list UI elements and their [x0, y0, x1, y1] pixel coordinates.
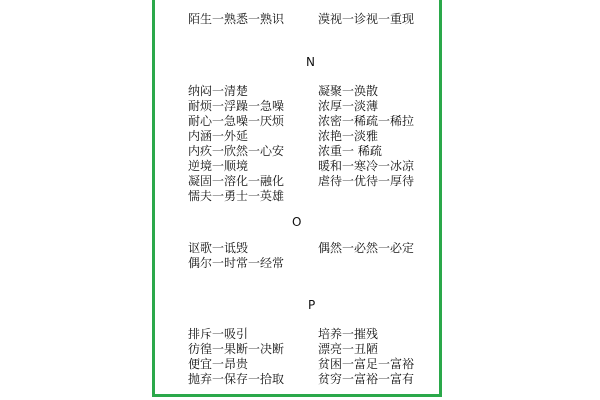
word-pair-line: 陌生一熟悉一熟识 — [188, 12, 285, 26]
word-pair-line: 纳闷一清楚 — [188, 84, 249, 98]
word-pair-line: 彷徨一果断一决断 — [188, 342, 285, 356]
n-left-column — [188, 84, 284, 204]
word-pair-line: 贫穷一富裕一富有 — [318, 372, 415, 386]
word-pair-line: 偶尔一时常一经常 — [188, 256, 285, 270]
word-pair-line: 耐烦一浮躁一急噪 — [188, 99, 285, 113]
word-pair-line: 凝固一溶化一融化 — [188, 174, 285, 188]
word-pair-line: 漠视一诊视一重现 — [318, 12, 415, 26]
word-pair-line: 偶然一必然一必定 — [318, 241, 415, 255]
top-right-column — [318, 12, 414, 27]
word-pair-line: 便宜一昂贵 — [188, 357, 249, 371]
word-pair-line: 排斥一吸引 — [188, 327, 249, 341]
p-right-column — [318, 327, 414, 387]
section-letter-o: O — [292, 215, 302, 229]
word-pair-line: 抛弃一保存一拾取 — [188, 372, 285, 386]
word-pair-line: 讴歌一诋毁 — [188, 241, 249, 255]
word-pair-line: 内疚一欣然一心安 — [188, 144, 285, 158]
word-pair-line: 漂亮一丑陋 — [318, 342, 379, 356]
n-right-column — [318, 84, 414, 189]
word-pair-line: 浓艳一淡雅 — [318, 129, 379, 143]
word-pair-line: 贫困一富足一富裕 — [318, 357, 415, 371]
word-pair-line: 暖和一寒冷一冰凉 — [318, 159, 415, 173]
word-pair-line: 虐待一优待一厚待 — [318, 174, 415, 188]
p-left-column — [188, 327, 284, 387]
word-pair-line: 懦夫一勇士一英雄 — [188, 189, 285, 203]
word-pair-line: 逆境一顺境 — [188, 159, 249, 173]
section-letter-p: P — [308, 298, 316, 312]
top-left-column — [188, 12, 284, 27]
word-pair-line: 浓重一 稀疏 — [318, 144, 382, 158]
word-pair-line: 浓密一稀疏一稀拉 — [318, 114, 415, 128]
o-left-column — [188, 241, 284, 271]
word-pair-line: 浓厚一淡薄 — [318, 99, 379, 113]
section-letter-n: N — [306, 55, 315, 69]
word-pair-line: 耐心一急噪一厌烦 — [188, 114, 285, 128]
word-pair-line: 内涵一外延 — [188, 129, 249, 143]
o-right-column — [318, 241, 414, 256]
word-pair-line: 凝聚一涣散 — [318, 84, 379, 98]
word-pair-line: 培养一摧残 — [318, 327, 379, 341]
